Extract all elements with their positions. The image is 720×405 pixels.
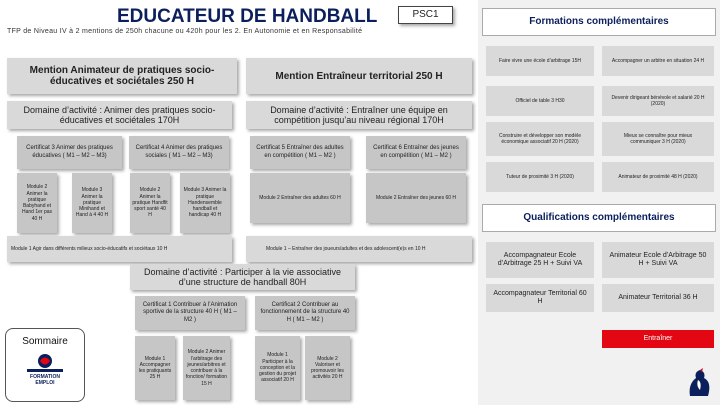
- module-handensemble: Module 3 Animer la pratique Handensemble handball et handicap 40 H: [180, 173, 230, 233]
- sommaire-label: Sommaire: [22, 335, 68, 347]
- module-entrainer-adultes: Module 2 Entraîner des adultes 60 H: [250, 173, 350, 223]
- logo-graphic-icon: [22, 352, 68, 374]
- formation-item: Tuteur de proximité 3 H (2020): [486, 162, 594, 192]
- handball-logo: [22, 351, 68, 387]
- formation-item: Mieux se connaître pour mieux communiquer 3 H (2020): [602, 122, 714, 156]
- module-accompagner-pratiquants: Module 1 Accompagner les pratiquants 25 H: [135, 336, 175, 400]
- header-subtitle: TFP de Niveau IV à 2 mentions de 250h chacune ou 420h pour les 2. En Autonomie et en Responsabilité: [7, 28, 363, 35]
- module-babyhand: Module 2 Animer la pratique Babyhand et Hand 1er pas 40 H: [17, 173, 57, 233]
- certificat-4: Certificat 4 Animer des pratiques sociales ( M1 – M2 – M3): [129, 136, 229, 169]
- domaine-vie-associative: Domaine d’activité : Participer à la vie associative d’une structure de handball 80H: [130, 264, 355, 290]
- qualifications-title: Qualifications complémentaires: [482, 204, 716, 232]
- module-1-milieux: Module 1 Agir dans différents milieux socio-éducatifs et sociétaux 10 H: [7, 236, 232, 262]
- domaine-entrainer: Domaine d’activité : Entraîner une équipe en compétition jusqu’au niveau régional 170H: [246, 101, 472, 129]
- page-title: EDUCATEUR DE HANDBALL: [117, 6, 378, 27]
- right-panel: [478, 0, 720, 405]
- logo-text: FORMATION EMPLOI: [30, 374, 60, 386]
- module-valoriser-activites: Module 2 Valoriser et promouvoir les activités 20 H: [305, 336, 350, 400]
- qualification-item: Accompagnateur Ecole d’Arbitrage 25 H + Suivi VA: [486, 242, 594, 278]
- mention-animateur: Mention Animateur de pratiques socio-éducatives et sociétales 250 H: [7, 58, 237, 94]
- rooster-logo-icon: [684, 368, 714, 400]
- formation-item: Officiel de table 3 H30: [486, 86, 594, 116]
- qualification-item: Animateur Ecole d’Arbitrage 50 H + Suivi VA: [602, 242, 714, 278]
- formation-item: Animateur de proximité 48 H (2020): [602, 162, 714, 192]
- formation-item: Devenir dirigeant bénévole et salarié 20 H (2020): [602, 86, 714, 116]
- certificat-1: Certificat 1 Contribuer à l’Animation sportive de la structure 40 H ( M1 – M2 ): [135, 296, 245, 330]
- module-1-entrainer: Module 1 – Entraîner des joueurs/adultes et des adolescent(e)s en 10 H: [246, 236, 472, 262]
- formation-item: Construire et développer son modèle économique associatif 20 H (2020): [486, 122, 594, 156]
- certificat-5: Certificat 5 Entraîner des adultes en compétition ( M1 – M2 ): [250, 136, 350, 169]
- sommaire-link[interactable]: [5, 328, 85, 402]
- psc1-badge: PSC1: [398, 6, 453, 24]
- formation-item: Faire vivre une école d’arbitrage 15H: [486, 46, 594, 76]
- module-minihand: Module 3 Animer la pratique Minihand et Hand à 4 40 H: [72, 173, 112, 233]
- entrainer-badge: Entraîner: [602, 330, 714, 348]
- certificat-2: Certificat 2 Contribuer au fonctionnement de la structure 40 H ( M1 – M2 ): [255, 296, 355, 330]
- qualification-item: Animateur Territorial 36 H: [602, 284, 714, 312]
- module-animer-arbitrage: Module 2 Animer l’arbitrage des jeunes/arbitres et contribuer à la fonction/ formation 15 H: [183, 336, 230, 400]
- module-handfit: Module 2 Animer la pratique Handfit sport santé 40 H: [130, 173, 170, 233]
- domaine-animer: Domaine d’activité : Animer des pratiques socio-éducatives et sociétales 170H: [7, 101, 232, 129]
- certificat-3: Certificat 3 Animer des pratiques éducatives ( M1 – M2 – M3): [17, 136, 122, 169]
- certificat-6: Certificat 6 Entraîner des jeunes en compétition ( M1 – M2 ): [366, 136, 466, 169]
- module-projet-associatif: Module 1 Participer à la conception et la gestion du projet associatif 20 H: [255, 336, 300, 400]
- module-entrainer-jeunes: Module 2 Entraîner des jeunes 60 H: [366, 173, 466, 223]
- mention-entraineur: Mention Entraîneur territorial 250 H: [246, 58, 472, 94]
- qualification-item: Accompagnateur Territorial 60 H: [486, 284, 594, 312]
- formations-title: Formations complémentaires: [482, 8, 716, 36]
- formation-item: Accompagner un arbitre en situation 24 H: [602, 46, 714, 76]
